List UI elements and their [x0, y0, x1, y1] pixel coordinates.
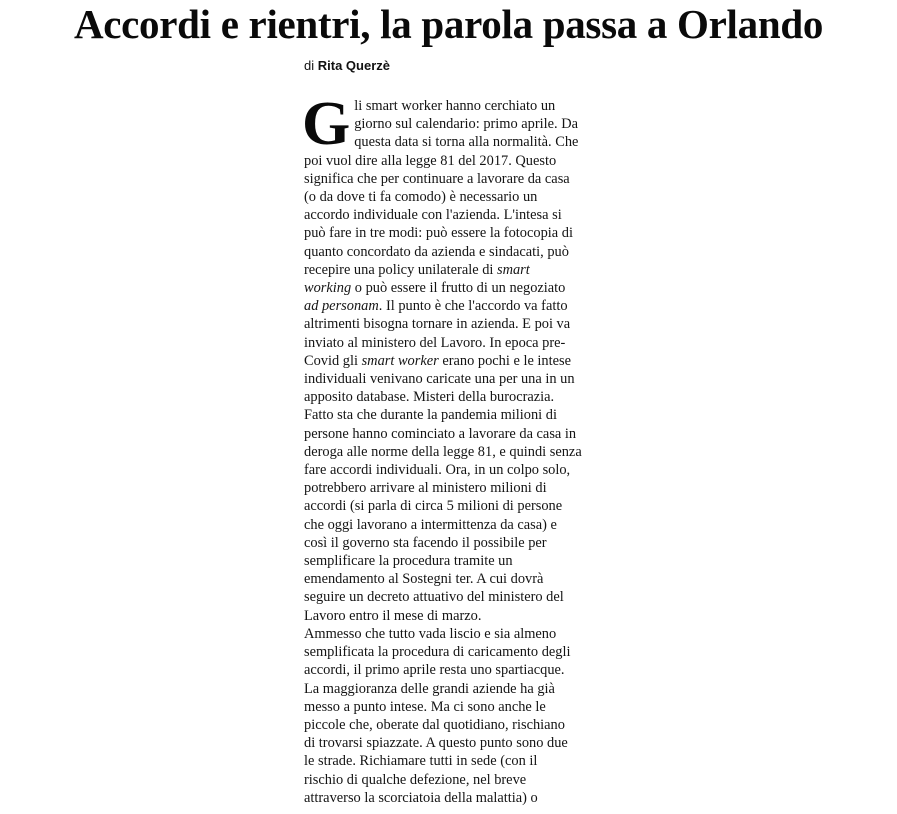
article-line: (o da dove ti fa comodo) è necessario un [304, 189, 538, 206]
byline-author: Rita Querzè [317, 58, 390, 73]
article-line: che oggi lavorano a intermittenza da casa) e [304, 516, 557, 533]
article-line: accordo individuale con l'azienda. L'intesa si [304, 207, 562, 224]
article-line: semplificata la procedura di caricamento degli [304, 644, 571, 661]
article-line: le strade. Richiamare tutti in sede (con il [304, 753, 538, 770]
article-line: Lavoro entro il mese di marzo. [304, 607, 482, 624]
article-line: ad personam. Il punto è che l'accordo va fatto [304, 298, 568, 315]
article-line: giorno sul calendario: primo aprile. Da [354, 116, 579, 133]
article-line: può fare in tre modi: può essere la fotocopia di [304, 225, 573, 242]
article-line: La maggioranza delle grandi aziende ha già [304, 680, 555, 697]
article-line: piccole che, oberate dal quotidiano, rischiano [304, 716, 565, 733]
article-line: inviato al ministero del Lavoro. In epoca pre- [304, 334, 566, 351]
article-line: apposito database. Misteri della burocrazia. [304, 389, 555, 406]
article-line: significa che per continuare a lavorare da casa [304, 170, 570, 187]
article-line: altrimenti bisogna tornare in azienda. E poi va [304, 316, 571, 333]
article-line: accordi, il primo aprile resta uno spartiacque. [304, 662, 565, 679]
article-line: di trovarsi spiazzate. A questo punto sono due [304, 735, 568, 752]
article-line: Fatto sta che durante la pandemia milioni di [304, 407, 557, 424]
article-line: seguire un decreto attuativo del ministero del [304, 589, 564, 606]
article-line: quanto concordato da azienda e sindacati, può [304, 243, 569, 260]
article-line: così il governo sta facendo il possibile per [304, 534, 547, 551]
article-line: poi vuol dire alla legge 81 del 2017. Questo [304, 152, 557, 169]
article-line: accordi (si parla di circa 5 milioni di persone [304, 498, 563, 515]
byline-prefix: di [304, 58, 315, 73]
article-line: emendamento al Sostegni ter. A cui dovrà [304, 571, 544, 588]
article-line: messo a punto intese. Ma ci sono anche le [304, 698, 546, 715]
article-line: attraverso la scorciatoia della malattia) o [304, 789, 538, 806]
byline [304, 58, 390, 74]
article-body [302, 90, 614, 807]
article-line: recepire una policy unilaterale di smart [304, 261, 530, 278]
article-line: potrebbero arrivare al ministero milioni di [304, 480, 547, 497]
headline: Accordi e rientri, la parola passa a Orlando [73, 1, 824, 47]
article-line: persone hanno cominciato a lavorare da casa in [304, 425, 577, 442]
article-line: individuali venivano caricate una per una in un [304, 371, 575, 388]
article-line: semplificare la procedura tramite un [304, 553, 513, 570]
article-line: Ammesso che tutto vada liscio e sia almeno [304, 625, 557, 642]
drop-cap: G [302, 90, 351, 158]
article-line: working o può essere il frutto di un negoziato [304, 280, 566, 297]
article-line: Covid gli smart worker erano pochi e le intese [304, 352, 571, 369]
article-line: deroga alle norme della legge 81, e quindi senza [304, 443, 582, 460]
article-line: fare accordi individuali. Ora, in un colpo solo, [304, 462, 571, 479]
article-line: rischio di qualche defezione, nel breve [304, 771, 527, 788]
article-paragraph [302, 90, 614, 807]
article-line: li smart worker hanno cerchiato un [354, 98, 556, 114]
article-line: questa data si torna alla normalità. Che [354, 134, 579, 151]
